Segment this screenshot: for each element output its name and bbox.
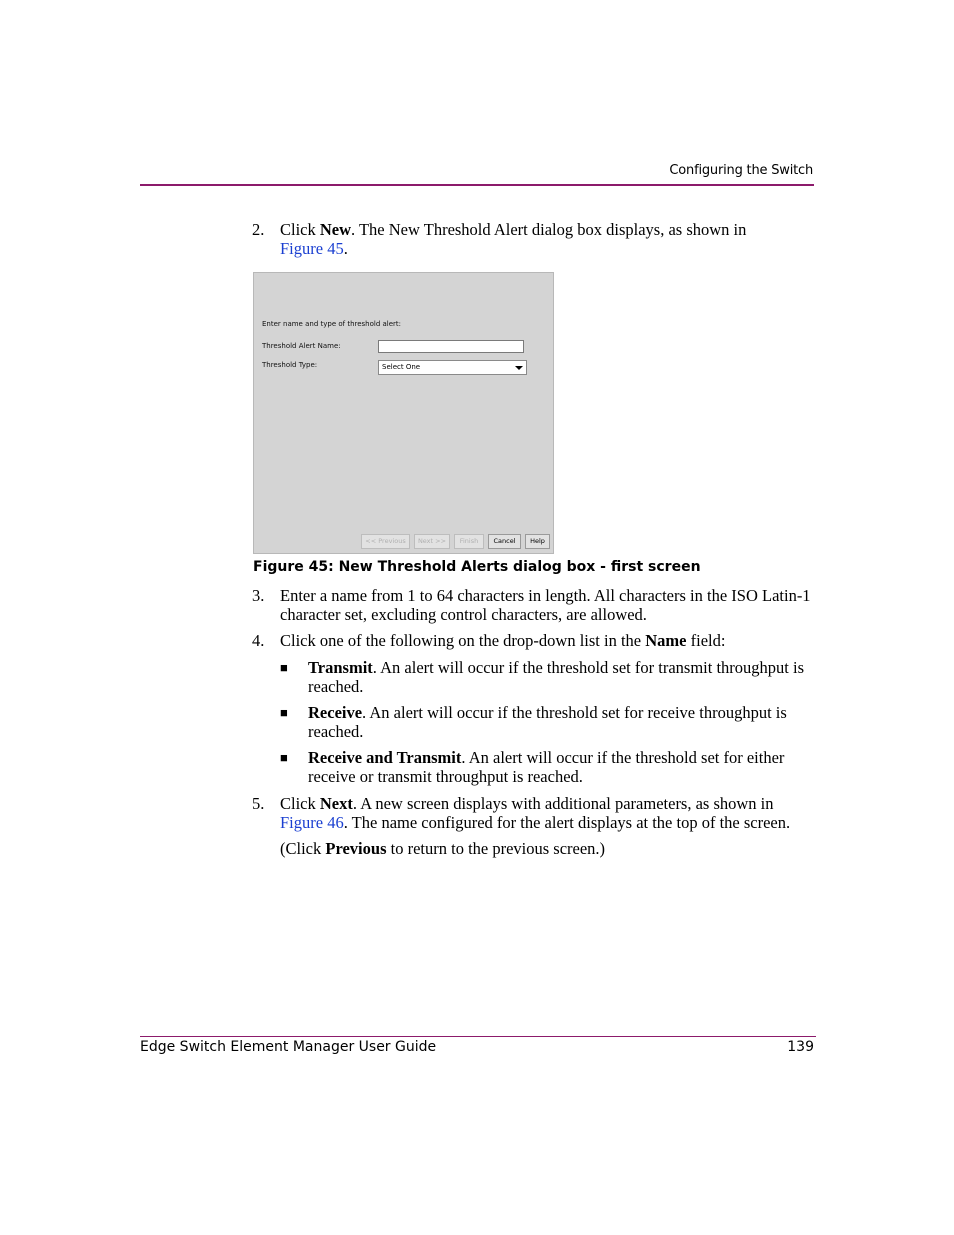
- step-bold: New: [319, 220, 352, 239]
- step-text: . A new screen displays with additional parameters, as shown in: [352, 794, 774, 813]
- bullet-mark: ■: [280, 750, 288, 765]
- note-text: (Click: [280, 839, 326, 858]
- running-header: Configuring the Switch: [669, 163, 813, 178]
- step-number: 3.: [252, 586, 265, 605]
- step-text: .: [343, 239, 348, 258]
- previous-button[interactable]: << Previous: [361, 534, 410, 549]
- header-rule: [140, 184, 814, 186]
- threshold-type-label: Threshold Type:: [262, 361, 318, 369]
- step-text: Click: [280, 220, 320, 239]
- cancel-button[interactable]: Cancel: [488, 534, 521, 549]
- footer-rule: [140, 1036, 816, 1037]
- note-text: to return to the previous screen.): [386, 839, 606, 858]
- figure-45-link[interactable]: Figure 45: [280, 239, 344, 258]
- threshold-type-select[interactable]: [378, 360, 527, 375]
- bullet-text: . An alert will occur if the threshold set for transmit throughput is reached.: [308, 658, 804, 696]
- bullet-mark: ■: [280, 705, 288, 720]
- note-bold: Previous: [325, 839, 387, 858]
- help-button[interactable]: Help: [525, 534, 550, 549]
- step-bold: Name: [645, 631, 687, 650]
- figure-caption: Figure 45: New Threshold Alerts dialog box - first screen: [253, 559, 701, 575]
- step-number: 2.: [252, 220, 265, 239]
- step-text: . The New Threshold Alert dialog box displays, as shown in: [351, 220, 747, 239]
- new-threshold-alert-dialog: [253, 272, 554, 554]
- step-bold: Next: [319, 794, 353, 813]
- threshold-type-value: Select One: [382, 363, 421, 371]
- threshold-name-input[interactable]: [378, 340, 524, 353]
- step-text: field:: [686, 631, 726, 650]
- step-2: [252, 220, 812, 258]
- step-text: Click: [280, 794, 320, 813]
- threshold-name-label: Threshold Alert Name:: [262, 342, 341, 350]
- figure-46-link[interactable]: Figure 46: [280, 813, 344, 832]
- page-number: 139: [787, 1039, 814, 1055]
- step-4: [252, 631, 812, 650]
- bullet-bold: Transmit: [308, 658, 373, 677]
- step-number: 5.: [252, 794, 265, 813]
- bullet-mark: ■: [280, 660, 288, 675]
- dialog-prompt: Enter name and type of threshold alert:: [262, 320, 402, 328]
- step-3: [252, 586, 812, 624]
- bullet-receive: [280, 703, 815, 741]
- step-5: [252, 794, 812, 832]
- next-button[interactable]: Next >>: [414, 534, 450, 549]
- finish-button[interactable]: Finish: [454, 534, 484, 549]
- step-5-note: [252, 839, 812, 858]
- step-text: Enter a name from 1 to 64 characters in length. All characters in the ISO Latin-1 character set, excluding control characters, are allowed.: [280, 586, 811, 624]
- bullet-bold: Receive and Transmit: [308, 748, 462, 767]
- bullet-bold: Receive: [308, 703, 363, 722]
- step-number: 4.: [252, 631, 265, 650]
- bullet-receive-and-transmit: [280, 748, 815, 786]
- footer-title: Edge Switch Element Manager User Guide: [140, 1039, 437, 1055]
- step-text: Click one of the following on the drop-down list in the: [280, 631, 646, 650]
- step-text: . The name configured for the alert displays at the top of the screen.: [343, 813, 791, 832]
- bullet-transmit: [280, 658, 815, 696]
- chevron-down-icon: [515, 366, 523, 370]
- bullet-text: . An alert will occur if the threshold set for either receive or transmit throughput is reached.: [308, 748, 785, 786]
- bullet-text: . An alert will occur if the threshold set for receive throughput is reached.: [308, 703, 787, 741]
